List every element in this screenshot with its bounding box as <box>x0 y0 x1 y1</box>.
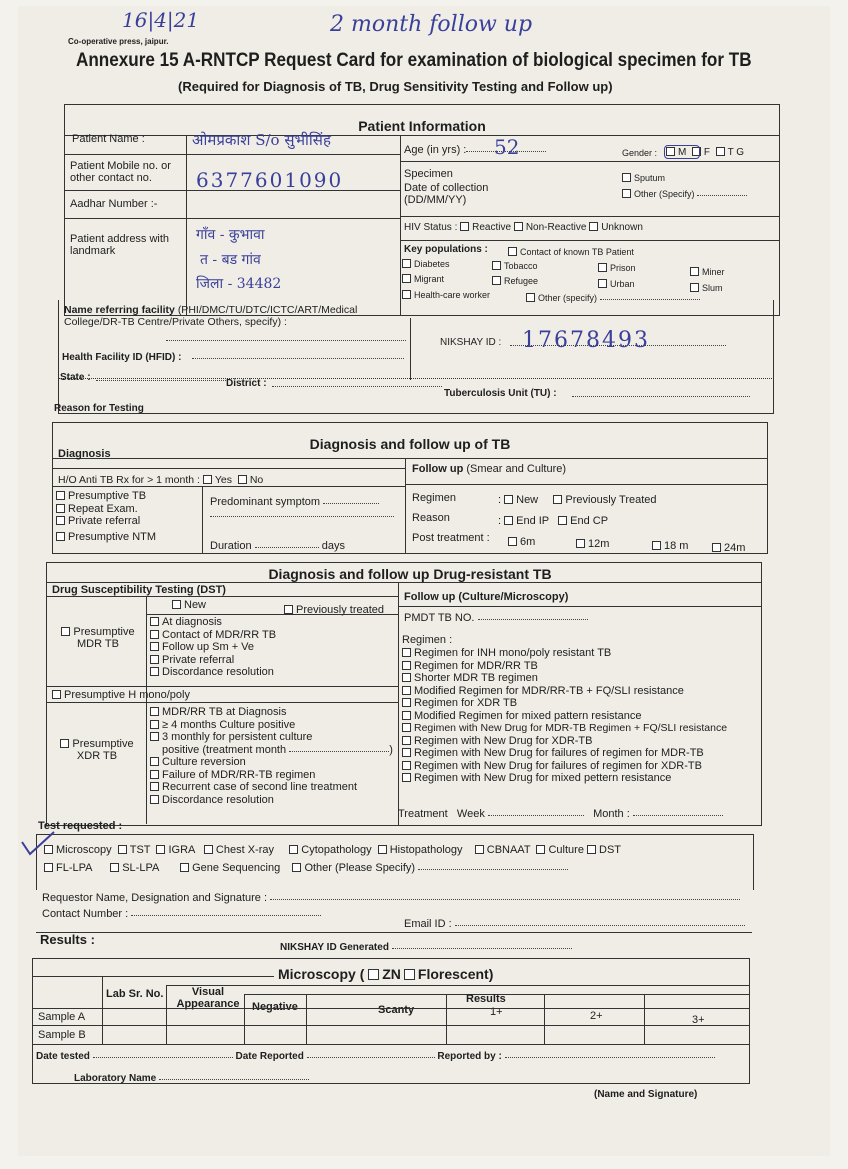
col-lab-sr: Lab Sr. No. <box>106 988 164 1000</box>
lab-name: Laboratory Name <box>74 1073 309 1085</box>
nikshay-label: NIKSHAY ID : <box>440 337 502 348</box>
handwritten-patient-name: ओमप्रकाश S/o सुभीसिंह <box>192 131 331 149</box>
presumptive-xdr[interactable]: Presumptive XDR TB <box>50 738 144 762</box>
dst-previously-treated[interactable]: Previously treated <box>284 604 384 616</box>
aadhar-label: Aadhar Number :- <box>70 198 158 210</box>
date-tested: Date tested Date Reported Reported by : <box>36 1051 715 1063</box>
name-label: Patient Name : <box>72 133 145 145</box>
col-negative: Negative <box>252 1001 298 1013</box>
hiv-status[interactable]: HIV Status : Reactive Non-Reactive Unknown <box>404 222 643 233</box>
ho-anti-tb[interactable]: H/O Anti TB Rx for > 1 month : Yes No <box>58 474 264 486</box>
diagnosis-label: Diagnosis <box>58 448 111 460</box>
regimen-options[interactable]: : New Previously Treated <box>498 494 657 506</box>
key-pop-contact[interactable]: Contact of known TB Patient <box>508 246 634 258</box>
reason-testing-label: Reason for Testing <box>54 403 144 414</box>
sample-a: Sample A <box>38 1011 86 1023</box>
results-label: Results : <box>40 932 95 947</box>
specimen-label: Specimen <box>404 168 453 180</box>
key-pop-miner[interactable]: Miner <box>690 266 725 278</box>
key-pop-refugee[interactable]: Refugee <box>492 275 538 287</box>
diagnosis-options[interactable]: Presumptive TB Repeat Exam. Private referral Presumptive NTM <box>56 490 156 543</box>
dst-label: Drug Susceptibility Testing (DST) <box>52 584 226 596</box>
duration: Duration days <box>210 540 345 552</box>
presumptive-mdr[interactable]: Presumptive MDR TB <box>52 626 144 650</box>
gender-options[interactable]: M F T G <box>666 147 744 159</box>
email-id: Email ID : <box>404 918 745 930</box>
mdr-options[interactable]: At diagnosis Contact of MDR/RR TB Follow up Sm + Ve Private referral Discordance resolution <box>150 616 276 679</box>
dr-section-title: Diagnosis and follow up Drug-resistant TB <box>268 566 552 582</box>
col-results: Results <box>466 993 506 1005</box>
gender-label: Gender : <box>622 148 658 158</box>
hfid-label: Health Facility ID (HFID) : <box>62 352 182 363</box>
contact-number: Contact Number : <box>42 908 321 920</box>
handwritten-nikshay: 17678493 <box>522 328 650 353</box>
nikshay-generated: NIKSHAY ID Generated <box>280 942 572 954</box>
post-treatment-label: Post treatment : <box>412 532 490 544</box>
handwritten-note: 2 month follow up <box>330 12 533 37</box>
tests-row-1[interactable]: Microscopy TST IGRA Chest X-ray Cytopathology Histopathology CBNAAT Culture DST <box>44 844 621 856</box>
patient-info-title: Patient Information <box>358 118 486 134</box>
tu-label: Tuberculosis Unit (TU) : <box>444 388 557 399</box>
dr-followup-label: Follow up (Culture/Microscopy) <box>404 591 569 603</box>
tests-row-2[interactable]: FL-LPA SL-LPA Gene Sequencing Other (Please Specify) <box>44 862 568 874</box>
page-title: Annexure 15 A-RNTCP Request Card for examination of biological specimen for TB <box>76 50 752 71</box>
key-pop-other[interactable]: Other (specify) <box>526 292 700 304</box>
tests-label: Test requested : <box>38 820 123 832</box>
specimen-other[interactable]: Other (Specify) <box>622 188 747 200</box>
key-pop-label: Key populations : <box>404 244 488 255</box>
key-pop-tobacco[interactable]: Tobacco <box>492 260 538 272</box>
microscopy-title[interactable]: Microscopy ( ZN Florescent) <box>278 966 494 982</box>
regimen-label: Regimen <box>412 492 457 504</box>
handwritten-address-3: जिला - 34482 <box>196 276 282 292</box>
predominant-symptom: Predominant symptom <box>210 496 379 508</box>
followup-label: Follow up (Smear and Culture) <box>412 463 567 475</box>
key-pop-migrant[interactable]: Migrant <box>402 273 444 285</box>
post-treatment-options[interactable]: 6m <box>508 536 535 548</box>
col-scanty: Scanty <box>378 1004 415 1016</box>
age-label: Age (in yrs) : <box>404 144 467 156</box>
page-subtitle: (Required for Diagnosis of TB, Drug Sensitivity Testing and Follow up) <box>178 79 613 94</box>
col-visual: Visual Appearance <box>176 986 240 1010</box>
key-pop-hcw[interactable]: Health-care worker <box>402 289 490 301</box>
mobile-label: Patient Mobile no. or other contact no. <box>70 160 171 184</box>
tick-mark-icon <box>18 826 58 856</box>
post-18m[interactable]: 18 m <box>652 540 688 552</box>
requestor: Requestor Name, Designation and Signature : <box>42 892 740 904</box>
handwritten-address-1: गाँव - कुभावा <box>196 227 265 243</box>
dr-regimen-label: Regimen : <box>402 634 453 646</box>
handwritten-address-2: त - बड गांव <box>200 252 261 268</box>
date-collection-label: Date of collection (DD/MM/YY) <box>404 182 489 206</box>
xdr-options[interactable]: MDR/RR TB at Diagnosis ≥ 4 months Culture positive 3 monthly for persistent culture positive (treatment month ) Culture reversion Failure of MDR/RR-TB regimen Recurrent case of second line treatment Discordance resolution <box>150 706 393 806</box>
name-signature: (Name and Signature) <box>594 1089 698 1100</box>
reason-label: Reason <box>412 512 450 524</box>
reason-options[interactable]: : End IP End CP <box>498 515 609 527</box>
key-pop-prison[interactable]: Prison <box>598 262 636 274</box>
col-1plus: 1+ <box>490 1006 503 1018</box>
post-24m[interactable]: 24m <box>712 542 745 554</box>
col-2plus: 2+ <box>590 1010 603 1022</box>
handwritten-age: 52 <box>494 135 520 159</box>
dst-new[interactable]: New <box>172 599 206 611</box>
press-name: Co-operative press, jaipur. <box>68 37 169 46</box>
handwritten-date: 16|4|21 <box>122 8 200 32</box>
district-label: District : <box>226 378 267 389</box>
treatment-week-month: Treatment Week Month : <box>398 808 723 820</box>
post-12m[interactable]: 12m <box>576 538 609 550</box>
sample-b: Sample B <box>38 1029 86 1041</box>
pmdt-no: PMDT TB NO. <box>404 612 588 624</box>
handwritten-mobile: 6377601090 <box>196 168 344 192</box>
address-label: Patient address with landmark <box>70 233 170 257</box>
col-3plus: 3+ <box>692 1014 705 1026</box>
specimen-sputum[interactable]: Sputum <box>622 172 665 184</box>
presumptive-h-mono[interactable]: Presumptive H mono/poly <box>52 689 190 701</box>
tb-section-title: Diagnosis and follow up of TB <box>309 436 511 452</box>
referring-facility: Name referring facility (PHI/DMC/TU/DTC/ICTC/ART/Medical College/DR-TB Centre/Private Others, specify) : <box>64 304 358 328</box>
dr-regimen-options[interactable]: Regimen for INH mono/poly resistant TB Regimen for MDR/RR TB Shorter MDR TB regimen Modified Regimen for MDR/RR-TB + FQ/SLI resistance Regimen for XDR TB Modified Regimen for mixed pattern resistance Regimen with New Drug for MDR-TB Regimen + FQ/SLI resistance Regimen with New Drug for XDR-TB Regimen with New Drug for failures of regimen for MDR-TB Regimen with New Drug for failures of regimen for XDR-TB Regimen with New Drug for mixed pettern resistance <box>402 647 727 785</box>
key-pop-slum[interactable]: Slum <box>690 282 723 294</box>
key-pop-urban[interactable]: Urban <box>598 278 635 290</box>
key-pop-diabetes[interactable]: Diabetes <box>402 258 450 270</box>
state-label: State : <box>60 372 91 383</box>
